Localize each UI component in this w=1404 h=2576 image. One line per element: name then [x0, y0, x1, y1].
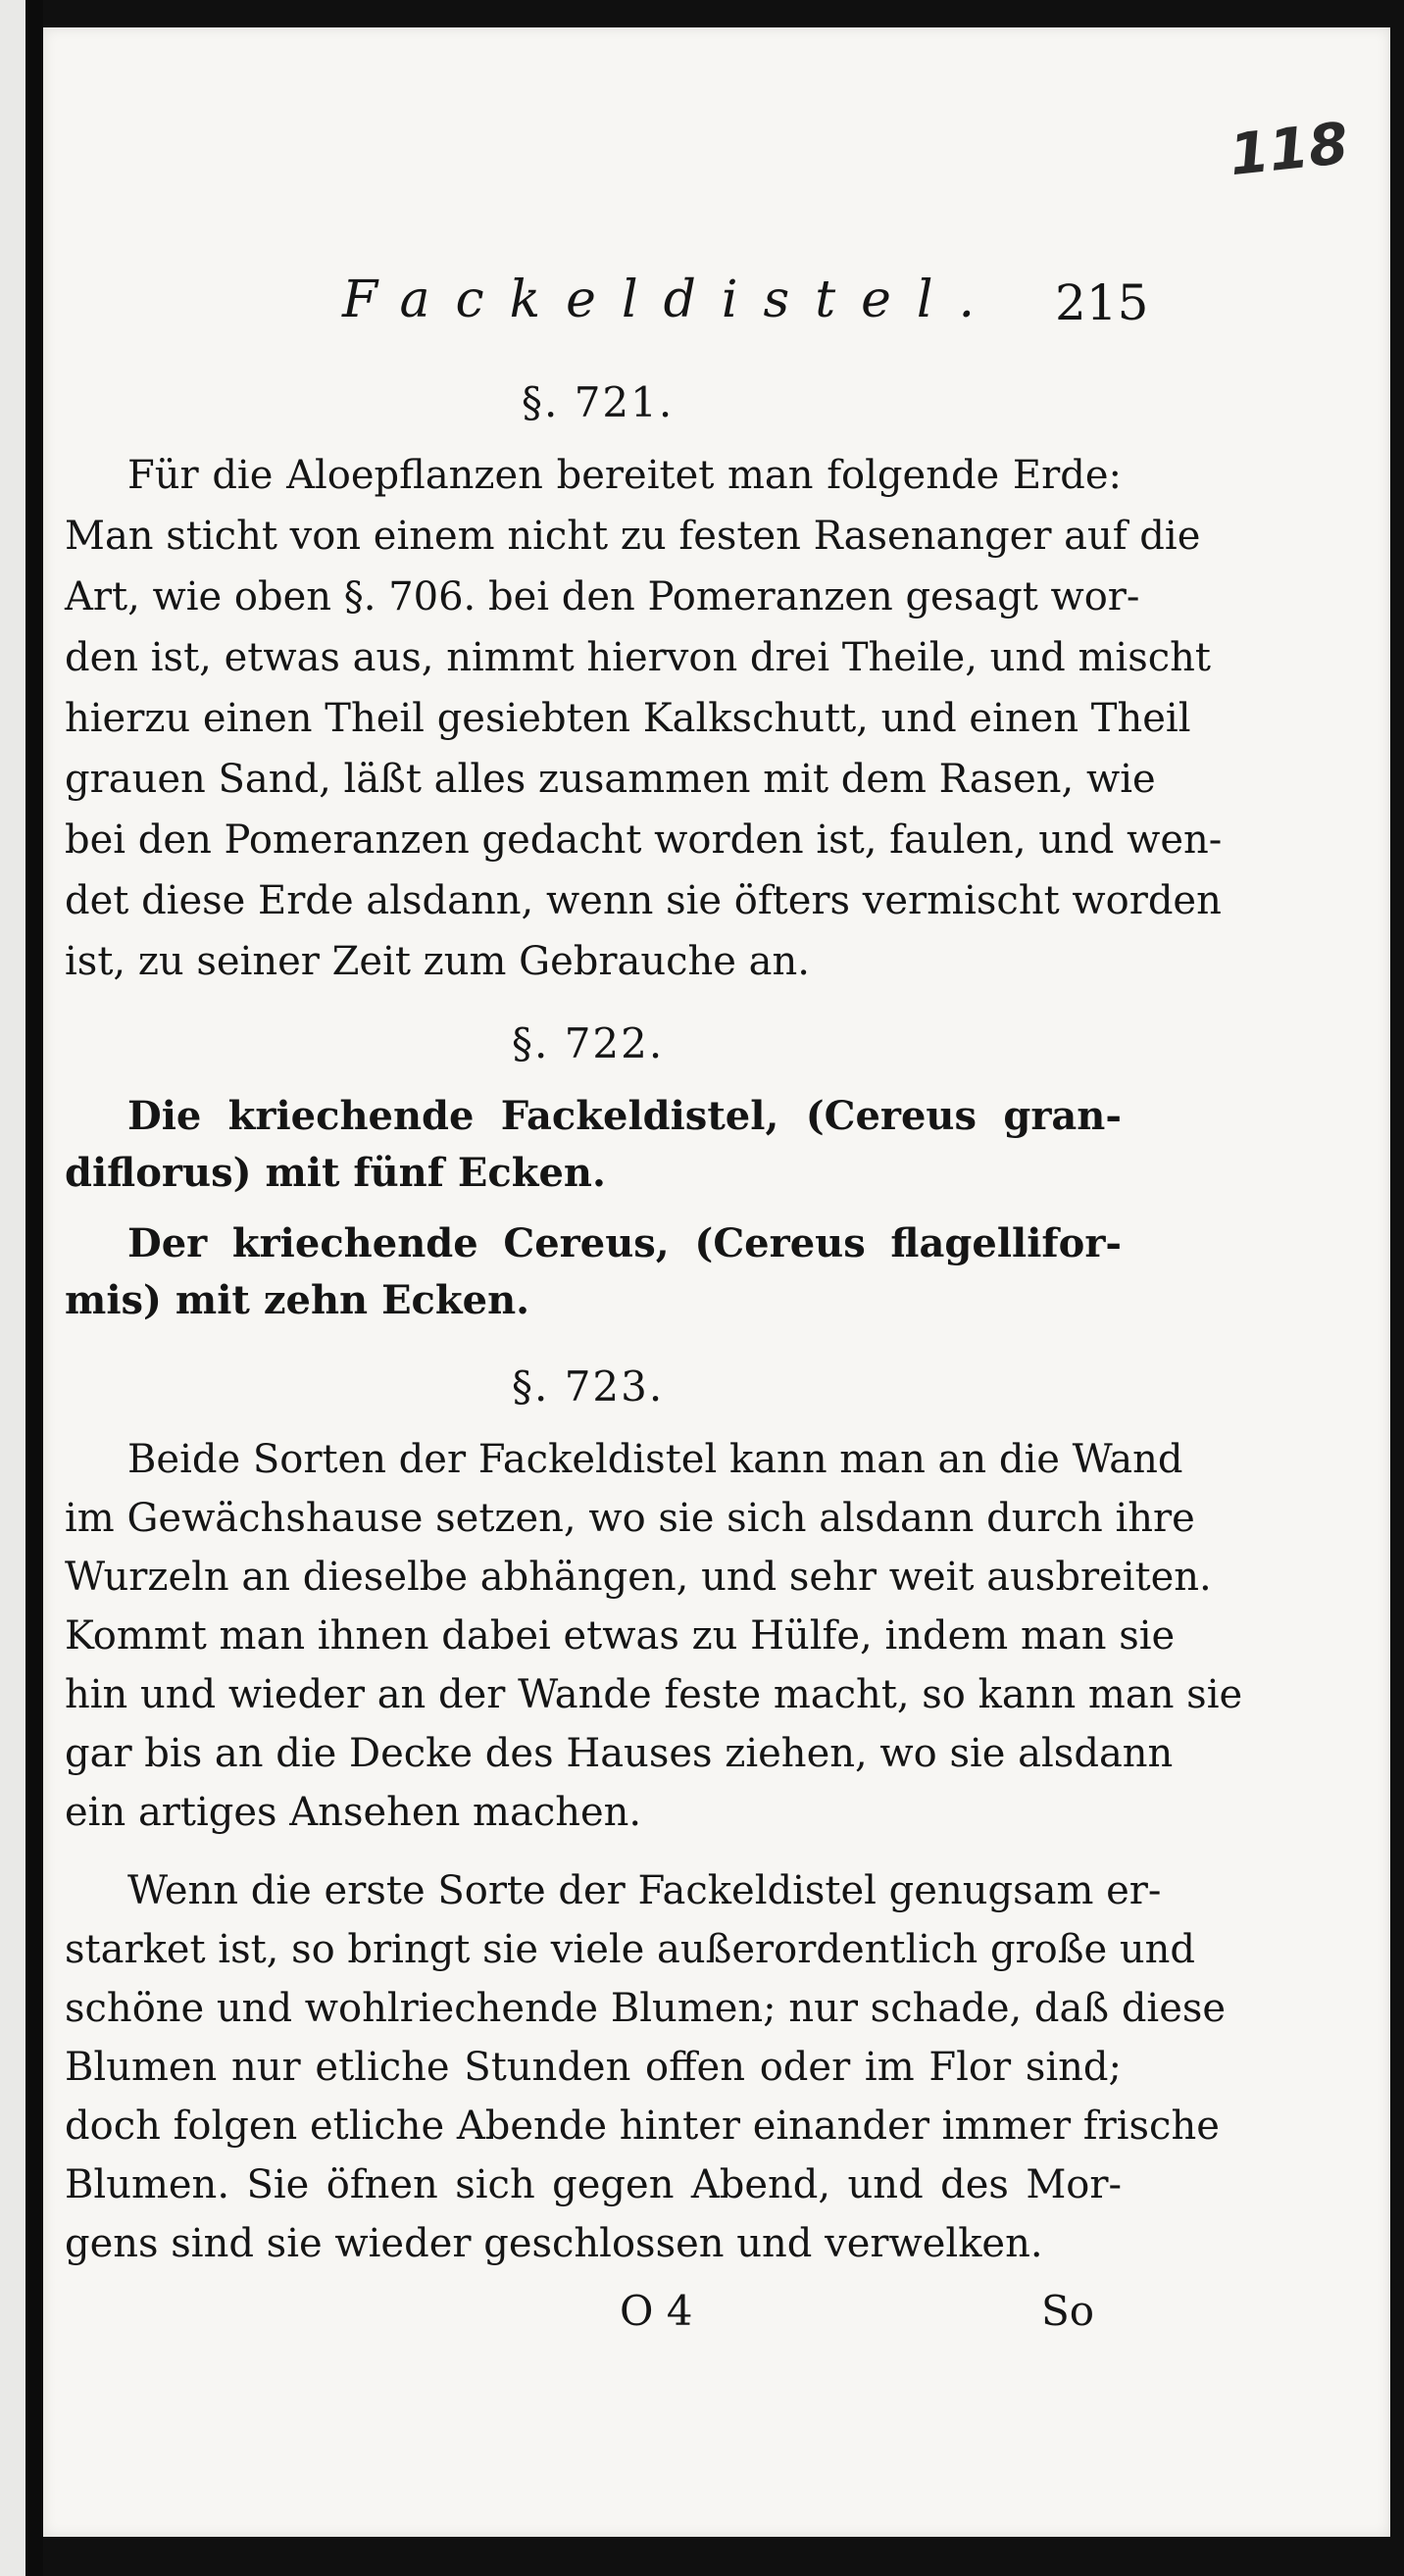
section-723-line: im Gewächshause setzen, wo sie sich alsdann durch ihre: [65, 1496, 1195, 1541]
section-721-line: Art, wie oben §. 706. bei den Pomeranzen gesagt wor-: [65, 574, 1140, 619]
section-723-line: starket ist, so bringt sie viele außerordentlich große und: [65, 1927, 1195, 1972]
section-721-line: hierzu einen Theil gesiebten Kalkschutt, und einen Theil: [65, 696, 1191, 741]
handwritten-folio-number: 118: [1226, 109, 1352, 189]
section-723-line: schöne und wohlriechende Blumen; nur schade, daß diese: [65, 1986, 1227, 2031]
section-723-line: Kommt man ihnen dabei etwas zu Hülfe, indem man sie: [65, 1613, 1176, 1659]
section-721-line: Für die Aloepflanzen bereitet man folgende Erde:: [127, 453, 1122, 498]
section-723-line: doch folgen etliche Abende hinter einander immer frische: [65, 2104, 1220, 2149]
page-gutter: [25, 0, 43, 2576]
section-723-heading: §. 723.: [512, 1362, 665, 1411]
section-721-line: det diese Erde alsdann, wenn sie öfters vermischt worden: [65, 878, 1222, 923]
section-723-line: ein artiges Ansehen machen.: [65, 1790, 642, 1835]
section-721-line: bei den Pomeranzen gedacht worden ist, faulen, und wen-: [65, 817, 1223, 863]
section-723-line: Blumen. Sie öfnen sich gegen Abend, und des Mor-: [65, 2162, 1122, 2207]
section-722-line: diflorus) mit fünf Ecken.: [65, 1150, 606, 1196]
facing-page-edge: [0, 0, 25, 2576]
section-723-line: gar bis an die Decke des Hauses ziehen, wo sie alsdann: [65, 1731, 1174, 1776]
section-723-line: Beide Sorten der Fackeldistel kann man an die Wand: [127, 1437, 1183, 1482]
section-721-line: ist, zu seiner Zeit zum Gebrauche an.: [65, 939, 810, 984]
section-721-line: Man sticht von einem nicht zu festen Rasenanger auf die: [65, 514, 1201, 559]
catchword: So: [1041, 2287, 1095, 2335]
section-722-line: Der kriechende Cereus, (Cereus flagellifor-: [127, 1220, 1122, 1266]
section-722-heading: §. 722.: [512, 1019, 665, 1067]
section-722-line: mis) mit zehn Ecken.: [65, 1277, 530, 1323]
section-723-line: hin und wieder an der Wande feste macht, so kann man sie: [65, 1672, 1243, 1717]
section-723-line: Wenn die erste Sorte der Fackeldistel genugsam er-: [127, 1868, 1162, 1913]
page-number: 215: [1055, 274, 1149, 331]
section-721-heading: §. 721.: [522, 378, 675, 426]
section-721-line: den ist, etwas aus, nimmt hiervon drei Theile, und mischt: [65, 635, 1211, 680]
book-page: [43, 27, 1390, 2537]
section-723-line: Blumen nur etliche Stunden offen oder im Flor sind;: [65, 2045, 1122, 2090]
section-721-line: grauen Sand, läßt alles zusammen mit dem Rasen, wie: [65, 757, 1156, 802]
section-723-line: Wurzeln an dieselbe abhängen, und sehr weit ausbreiten.: [65, 1555, 1212, 1600]
section-722-line: Die kriechende Fackeldistel, (Cereus gran-: [127, 1093, 1122, 1139]
section-723-line: gens sind sie wieder geschlossen und verwelken.: [65, 2221, 1043, 2266]
running-title: Fackeldistel.: [342, 271, 1001, 329]
signature-mark: O 4: [620, 2287, 693, 2335]
